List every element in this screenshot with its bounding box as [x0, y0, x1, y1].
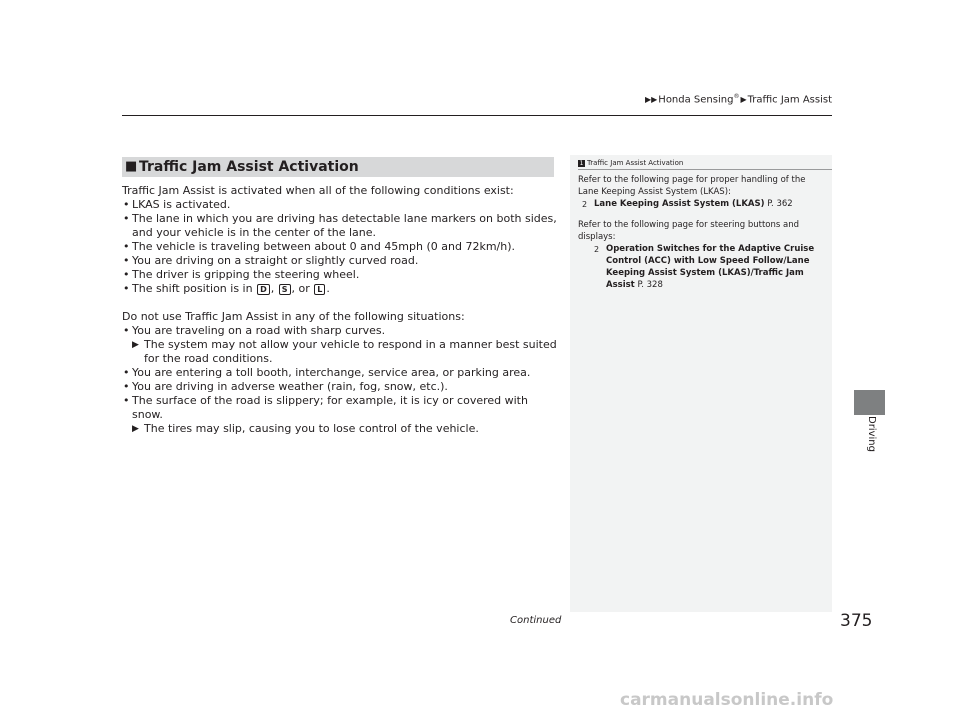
situation-text: You are driving in adverse weather (rain, fog, snow, etc.). — [132, 380, 448, 393]
bullet-icon: • — [123, 380, 130, 393]
list-item — [122, 366, 562, 380]
chapter-tab-label — [852, 416, 886, 452]
sub-item — [122, 338, 562, 366]
ref1-title[interactable]: Lane Keeping Assist System (LKAS) — [594, 199, 765, 209]
bullet-icon: • — [123, 394, 130, 407]
bullet-icon: • — [123, 282, 130, 295]
cross-reference[interactable] — [578, 243, 828, 291]
sidebar-para1: Refer to the following page for proper handling of the Lane Keeping Assist System (LKAS): — [578, 175, 806, 197]
registered-mark: ® — [733, 93, 740, 100]
period: . — [326, 282, 330, 295]
condition-text: You are driving on a straight or slightly curved road. — [132, 254, 419, 267]
cross-reference[interactable] — [578, 198, 828, 210]
condition-text: The vehicle is traveling between about 0 and 45mph (0 and 72km/h). — [132, 240, 516, 253]
arrow-icon: ▶ — [132, 340, 139, 350]
list-item — [122, 380, 562, 394]
situation-note: The tires may slip, causing you to lose control of the vehicle. — [144, 422, 479, 435]
sidebar-rule — [578, 169, 832, 170]
separator: , or — [291, 282, 310, 295]
shift-prefix: The shift position is in — [132, 282, 253, 295]
list-item — [122, 240, 562, 254]
list-item — [122, 254, 562, 268]
chapter-tab[interactable] — [854, 390, 885, 415]
reference-icon: 2 — [594, 245, 600, 254]
condition-text: LKAS is activated. — [132, 198, 231, 211]
bullet-icon: • — [123, 240, 130, 253]
list-item — [122, 268, 562, 282]
separator: , — [270, 282, 275, 295]
breadcrumb-traffic-jam-assist[interactable]: Traffic Jam Assist — [747, 94, 832, 106]
note-icon: 1 — [579, 159, 584, 167]
condition-text: The driver is gripping the steering wheel. — [132, 268, 360, 281]
list-item — [122, 198, 562, 212]
ref1-page[interactable]: P. 362 — [767, 199, 793, 209]
page-number: 375 — [840, 611, 873, 631]
bullet-icon: • — [123, 254, 130, 267]
list-item — [122, 394, 562, 422]
double-arrow-icon: ▶▶ — [644, 95, 658, 105]
header-rule — [122, 115, 832, 116]
reference-icon: 2 — [582, 200, 588, 209]
breadcrumb — [0, 93, 832, 105]
list-item — [122, 212, 562, 240]
sidebar-title-text: Traffic Jam Assist Activation — [587, 159, 684, 167]
main-body — [122, 184, 562, 436]
situation-text: You are traveling on a road with sharp curves. — [132, 324, 386, 337]
bullet-icon: • — [123, 212, 130, 225]
bullet-icon: • — [123, 324, 130, 337]
sub-item — [122, 422, 562, 436]
chapter-tab-text: Driving — [866, 416, 877, 452]
ref2-page[interactable]: P. 328 — [637, 280, 663, 290]
situation-text: The surface of the road is slippery; for example, it is icy or covered with snow. — [132, 394, 528, 421]
continued-label: Continued — [510, 615, 562, 626]
situation-note: The system may not allow your vehicle to respond in a manner best suited for the road conditions. — [144, 338, 557, 365]
watermark: carmanualsonline.info — [620, 690, 834, 710]
shift-key-s: S — [279, 284, 291, 295]
intro-text: Traffic Jam Assist is activated when all of the following conditions exist: — [122, 184, 514, 197]
sidebar-para2: Refer to the following page for steering buttons and displays: — [578, 220, 800, 242]
sidebar-title — [578, 158, 683, 168]
breadcrumb-honda-sensing[interactable]: Honda Sensing — [658, 94, 734, 106]
section-heading-text: Traffic Jam Assist Activation — [139, 159, 359, 175]
square-bullet-icon: ■ — [125, 159, 138, 174]
ref2-title[interactable]: Operation Switches for the Adaptive Cruise Control (ACC) with Low Speed Follow/Lane Keeping Assist System (LKAS)/Traffic Jam Assist — [606, 244, 815, 290]
sidebar-body — [578, 174, 828, 291]
list-item — [122, 282, 562, 296]
shift-key-l: L — [314, 284, 325, 295]
condition-text: The lane in which you are driving has detectable lane markers on both sides, and your vehicle is in the center of the lane. — [132, 212, 557, 239]
section-heading — [122, 157, 554, 177]
situation-text: You are entering a toll booth, interchange, service area, or parking area. — [132, 366, 531, 379]
arrow-icon: ▶ — [740, 95, 747, 105]
shift-key-d: D — [257, 284, 270, 295]
bullet-icon: • — [123, 198, 130, 211]
do-not-text: Do not use Traffic Jam Assist in any of the following situations: — [122, 310, 465, 323]
bullet-icon: • — [123, 366, 130, 379]
bullet-icon: • — [123, 268, 130, 281]
list-item — [122, 324, 562, 338]
arrow-icon: ▶ — [132, 424, 139, 434]
